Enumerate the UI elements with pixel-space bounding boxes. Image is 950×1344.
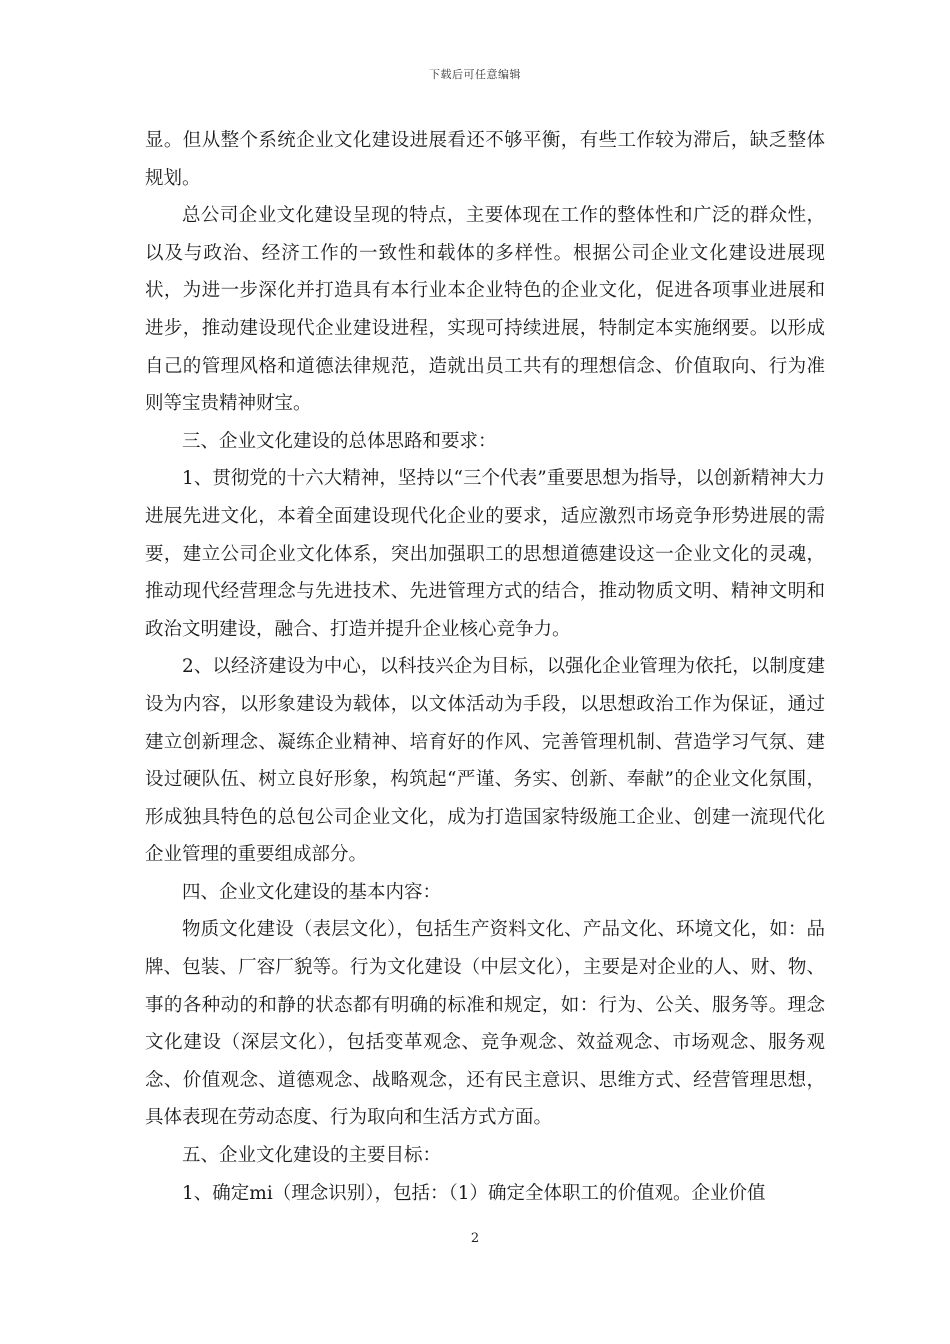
paragraph-continuation: 显。但从整个系统企业文化建设进展看还不够平衡，有些工作较为滞后，缺乏整体规划。 [145,130,825,189]
paragraph-characteristics: 总公司企业文化建设呈现的特点，主要体现在工作的整体性和广泛的群众性，以及与政治、经济工作的一致性和载体的多样性。根据公司企业文化建设进展现状，为进一步深化并打造具有本行业本企业特色的企业文化，促进各项事业进展和进步，推动建设现代企业建设进程，实现可持续进展，特制定本实施纲要。以形成自己的管理风格和道德法律规范，造就出员工共有的理想信念、价值取向、行为准则等宝贵精神财宝。 [145,205,825,415]
section-heading-5: 五、企业文化建设的主要目标： [182,1145,442,1167]
section-heading-4: 四、企业文化建设的基本内容： [182,881,442,903]
paragraph-mi: 1、确定mi（理念识别），包括：（1）确定全体职工的价值观。企业价值 [182,1182,766,1204]
paragraph-item-2: 2、以经济建设为中心，以科技兴企为目标，以强化企业管理为依托，以制度建设为内容，以形象建设为载体，以文体活动为手段，以思想政治工作为保证，通过建立创新理念、凝练企业精神、培育好的作风、完善管理机制、营造学习气氛、建设过硬队伍、树立良好形象，构筑起“严谨、务实、创新、奉献”的企业文化氛围，形成独具特色的总包公司企业文化，成为打造国家特级施工企业、创建一流现代化企业管理的重要组成部分。 [145,656,825,866]
document-body [145,122,825,1212]
paragraph-item-1: 1、贯彻党的十六大精神，坚持以“三个代表”重要思想为指导，以创新精神大力进展先进文化，本着全面建设现代化企业的要求，适应激烈市场竞争形势进展的需要，建立公司企业文化体系，突出加强职工的思想道德建设这一企业文化的灵魂，推动现代经营理念与先进技术、先进管理方式的结合，推动物质文明、精神文明和政治文明建设，融合、打造并提升企业核心竞争力。 [145,468,825,640]
page-header: 下载后可任意编辑 [429,68,521,81]
page-number: 2 [470,1231,480,1246]
paragraph-basic-content: 物质文化建设（表层文化），包括生产资料文化、产品文化、环境文化，如：品牌、包装、厂容厂貌等。行为文化建设（中层文化），主要是对企业的人、财、物、事的各种动的和静的状态都有明确的标准和规定，如：行为、公关、服务等。理念文化建设（深层文化），包括变革观念、竞争观念、效益观念、市场观念、服务观念、价值观念、道德观念、战略观念，还有民主意识、思维方式、经营管理思想，具体表现在劳动态度、行为取向和生活方式方面。 [145,919,825,1129]
section-heading-3: 三、企业文化建设的总体思路和要求： [182,430,497,452]
